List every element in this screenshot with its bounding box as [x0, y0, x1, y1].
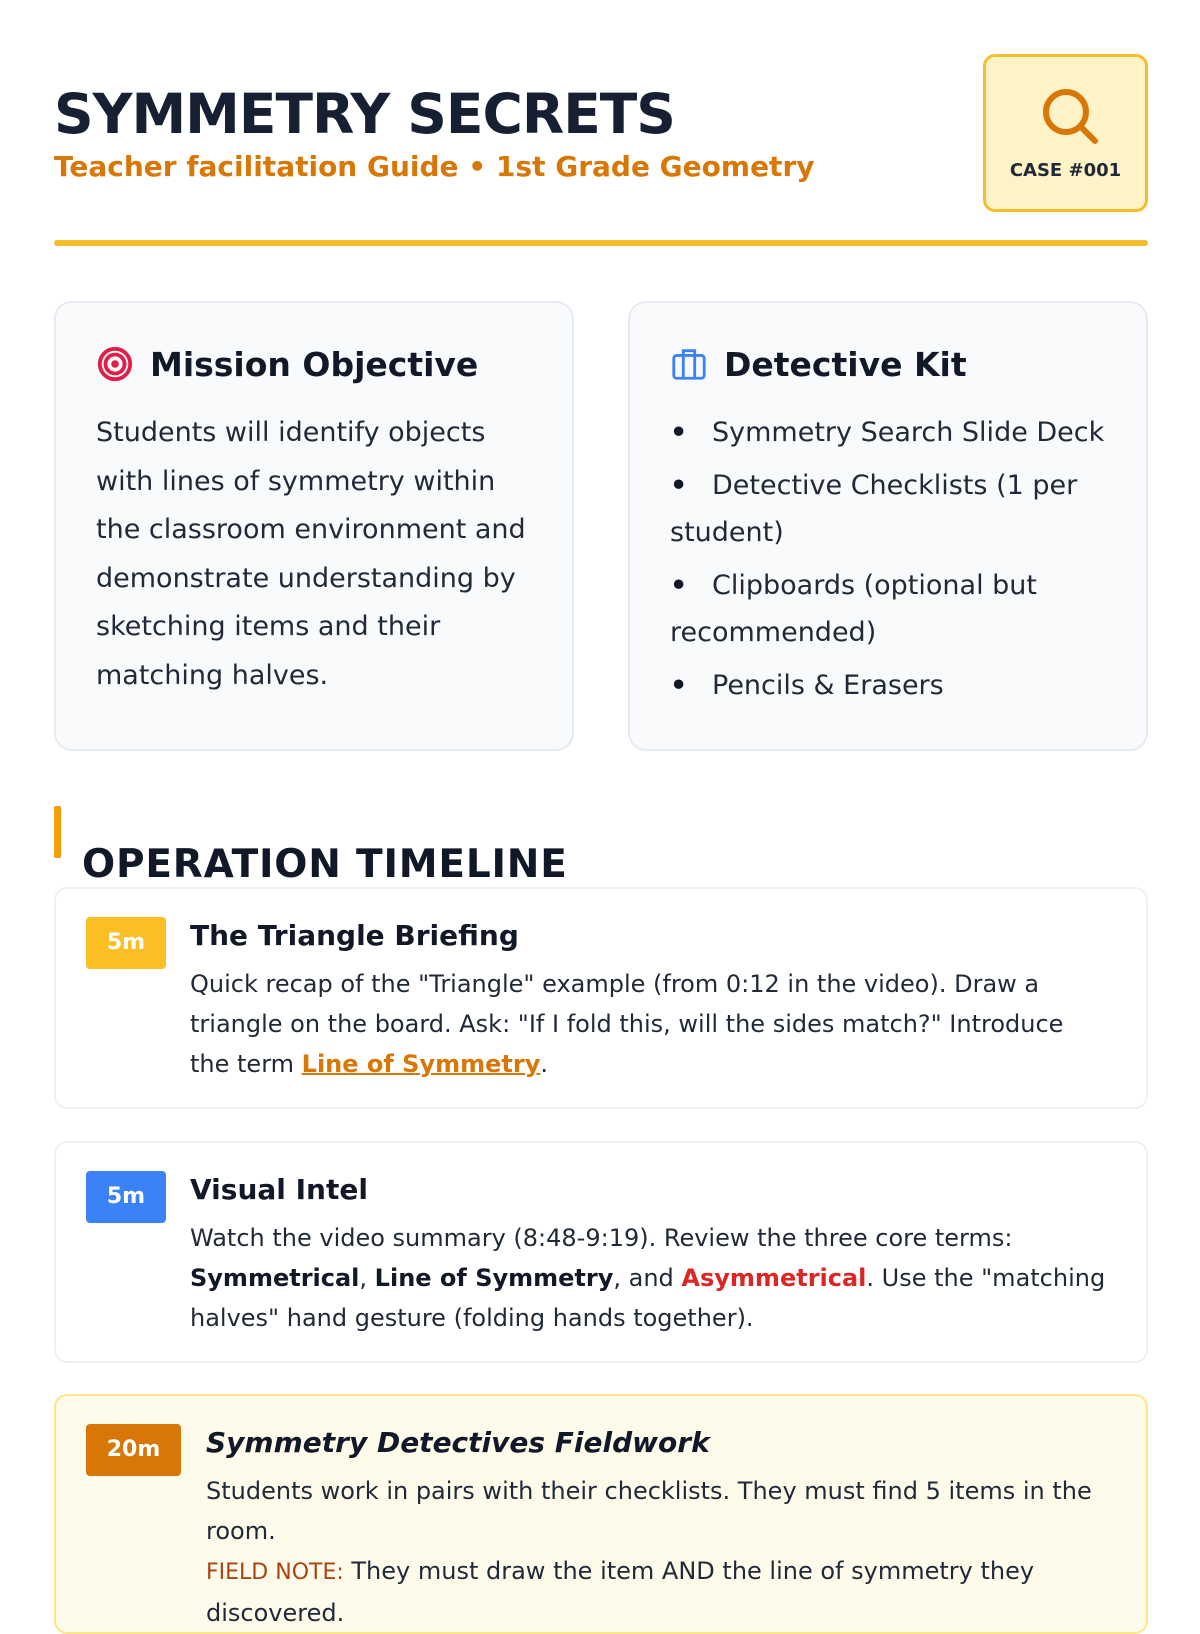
timeline-step-visual-intel — [54, 1141, 1148, 1363]
detective-kit-title: Detective Kit — [724, 344, 967, 384]
page-header — [54, 54, 1148, 244]
term-separator: , and — [613, 1264, 682, 1292]
kit-item — [670, 462, 1120, 556]
bullet-icon: • — [670, 570, 688, 601]
step-description — [206, 1471, 1116, 1633]
target-icon — [96, 345, 134, 383]
step-description — [190, 1218, 1110, 1338]
symmetrical-term: Symmetrical — [190, 1264, 360, 1292]
step-title: The Triangle Briefing — [190, 919, 519, 952]
kit-item-label: Symmetry Search Slide Deck — [712, 417, 1105, 448]
kit-item-label: Detective Checklists (1 per student) — [670, 470, 1078, 548]
header-divider — [54, 240, 1148, 246]
mission-objective-heading — [96, 342, 478, 386]
kit-item-label: Pencils & Erasers — [712, 670, 944, 701]
step-description-text: Watch the video summary (8:48-9:19). Review the three core terms: — [190, 1224, 1013, 1252]
step-description — [190, 964, 1110, 1084]
step-title: Visual Intel — [190, 1173, 368, 1206]
case-card — [983, 54, 1148, 212]
duration-badge: 20m — [86, 1424, 181, 1476]
term-separator: , — [359, 1264, 375, 1292]
kit-item-label: Clipboards (optional but recommended) — [670, 570, 1037, 648]
mission-objective-text: Students will identify objects with lines of symmetry within the classroom environment and demonstrate understanding by sketching items and their matching halves. — [96, 417, 526, 691]
page-title: SYMMETRY SECRETS — [54, 82, 675, 146]
step-description-text: . Use the "matching halves" hand gesture (folding hands together). — [190, 1264, 1106, 1332]
detective-kit-card — [628, 301, 1148, 751]
detective-kit-list — [670, 409, 1120, 715]
step-description-text: . — [540, 1050, 548, 1078]
kit-item — [670, 409, 1120, 456]
timeline-step-triangle-briefing — [54, 887, 1148, 1109]
kit-item — [670, 662, 1120, 709]
operation-timeline-heading — [54, 806, 674, 888]
line-of-symmetry-link[interactable]: Line of Symmetry — [301, 1050, 541, 1078]
timeline-accent-bar — [54, 806, 61, 858]
step-description-text: Quick recap of the "Triangle" example (from 0:12 in the video). Draw a triangle on the board. Ask: "If I fold this, will the sides match?" Introduce the term — [190, 970, 1064, 1078]
step-title: Symmetry Detectives Fieldwork — [206, 1426, 710, 1459]
page-subtitle: Teacher facilitation Guide • 1st Grade Geometry — [54, 150, 815, 183]
field-note-text: They must draw the item AND the line of symmetry they discovered. — [206, 1557, 1035, 1627]
mission-objective-title: Mission Objective — [150, 344, 479, 384]
kit-item — [670, 562, 1120, 656]
bullet-icon: • — [670, 670, 688, 701]
field-note-label: FIELD NOTE: — [206, 1560, 344, 1585]
asymmetrical-term: Asymmetrical — [681, 1264, 867, 1292]
case-number-label: CASE #001 — [1009, 160, 1122, 181]
briefcase-icon — [670, 345, 708, 383]
mission-objective-card — [54, 301, 574, 751]
operation-timeline-title: OPERATION TIMELINE — [82, 842, 568, 888]
duration-badge: 5m — [86, 1171, 166, 1223]
step-description-text: Students work in pairs with their checklists. They must find 5 items in the room. — [206, 1477, 1092, 1545]
line-of-symmetry-term: Line of Symmetry — [374, 1264, 614, 1292]
duration-badge: 5m — [86, 917, 166, 969]
bullet-icon: • — [670, 470, 688, 501]
bullet-icon: • — [670, 417, 688, 448]
detective-kit-heading — [670, 342, 967, 386]
magnifier-icon — [1038, 85, 1102, 149]
timeline-step-fieldwork — [54, 1394, 1148, 1634]
